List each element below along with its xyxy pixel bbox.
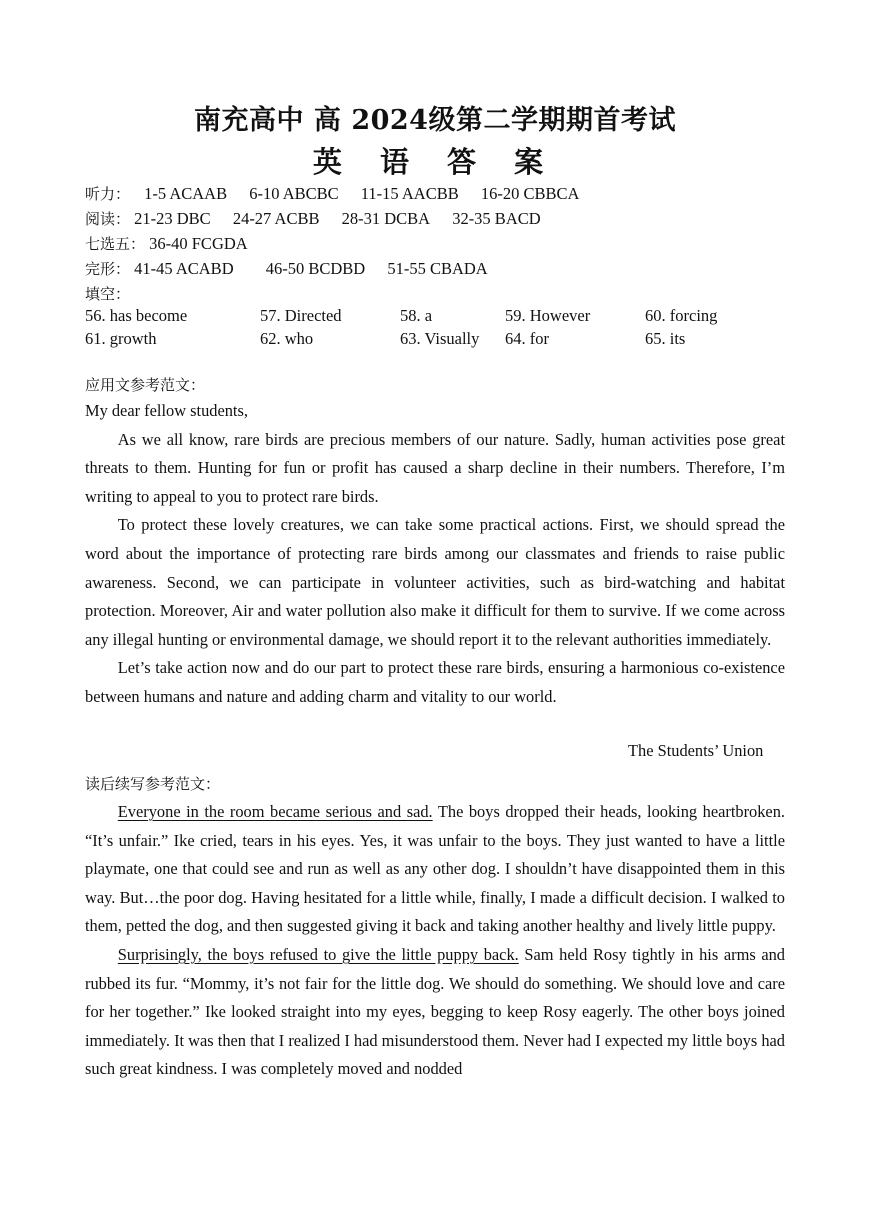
fill-blank-answer: 65. its — [645, 329, 686, 348]
seven-choose-five-answers — [85, 233, 248, 254]
fill-blank-answer: 62. who — [260, 329, 314, 348]
given-opening-sentence: Everyone in the room became serious and sad. — [117, 802, 433, 821]
fill-blank-answer: 64. for — [505, 329, 549, 348]
listening-answers — [85, 183, 579, 204]
fill-blank-answer: 56. has become — [85, 306, 188, 325]
essay-paragraph: As we all know, rare birds are precious members of our nature. Sadly, human activities pose great threats to them. Hunting for fun or profit has caused a sharp decline in their numbers. Therefore, I’m writing to appeal to you to protect rare birds. — [85, 429, 785, 506]
signature: The Students’ Union — [628, 741, 764, 760]
fill-blank-label: 填空： — [85, 285, 131, 303]
continuation-paragraph-1 — [85, 798, 785, 941]
writing-app-heading: 应用文参考范文： — [85, 376, 206, 394]
answer-group: 36-40 FCGDA — [149, 234, 248, 253]
paragraph-body: The boys dropped their heads, looking heartbroken. “It’s unfair.” Ike cried, tears in his eyes. Yes, it was unfair to the boys. They just wanted to have a little playmate, one that could see and run as well as any other dog. I shouldn’t have disappointed them in this way. But…the poor dog. Having hesitated for a little while, finally, I made a difficult decision. I walked to them, petted the dog, and then suggested giving it back and taking another healthy and lively little puppy. — [85, 802, 786, 936]
fill-blank-answer: 58. a — [400, 306, 433, 325]
answer-group: 16-20 CBBCA — [480, 184, 580, 203]
reading-label: 阅读： — [85, 210, 131, 228]
fill-blank-answer: 57. Directed — [260, 306, 342, 325]
listening-label: 听力： — [85, 185, 131, 203]
answer-group: 24-27 ACBB — [232, 209, 320, 228]
paragraph-body: Sam held Rosy tightly in his arms and rubbed its fur. “Mommy, it’s not fair for the little dog. We should do something. We should love and care for her together.” Ike looked straight into my eyes, begging to keep Rosy eagerly. The other boys joined immediately. It was then that I realized I had misunderstood them. Never had I expected my little boys had such great kindness. I was completely moved and nodded — [85, 944, 785, 1079]
answer-group: 41-45 ACABD — [134, 259, 234, 278]
answer-group: 6-10 ABCBC — [249, 184, 339, 203]
cloze-answers — [85, 258, 488, 279]
cloze-label: 完形： — [85, 260, 131, 278]
essay-paragraph: Let’s take action now and do our part to protect these rare birds, ensuring a harmonious co-existence between humans and nature and adding charm and vitality to our world. — [85, 658, 785, 706]
fill-blank-answer: 60. forcing — [645, 306, 718, 325]
answer-group: 46-50 BCDBD — [265, 259, 366, 278]
answer-group: 51-55 CBADA — [387, 259, 488, 278]
continuation-paragraph-2 — [85, 941, 785, 1084]
writing-app-essay — [85, 397, 785, 712]
continuation-essay — [85, 798, 785, 1084]
given-opening-sentence: Surprisingly, the boys refused to give the little puppy back. — [117, 944, 519, 964]
answer-subtitle: 英 语 答 案 — [312, 145, 558, 179]
answer-group: 21-23 DBC — [134, 209, 211, 228]
answer-group: 11-15 AACBB — [360, 184, 459, 203]
exam-title: 南充高中 高 2024级第二学期期首考试 — [194, 105, 676, 136]
seven-choose-five-label: 七选五： — [85, 235, 146, 253]
essay-paragraph: To protect these lovely creatures, we can take some practical actions. First, we should spread the word about the importance of protecting rare birds among our classmates and friends to raise public awareness. Second, we can participate in volunteer activities, such as bird-watching and habitat protection. Moreover, Air and water pollution also make it difficult for them to survive. If we come across any illegal hunting or environmental damage, we should report it to the relevant authorities immediately. — [85, 515, 785, 649]
salutation: My dear fellow students, — [85, 401, 248, 420]
fill-blank-answer: 61. growth — [85, 329, 157, 348]
answer-group: 28-31 DCBA — [341, 209, 431, 228]
fill-blank-answer: 63. Visually — [400, 329, 480, 348]
fill-blank-answer: 59. However — [505, 306, 591, 325]
answer-group: 32-35 BACD — [452, 209, 541, 228]
reading-answers — [85, 208, 541, 229]
continuation-heading: 读后续写参考范文： — [85, 775, 221, 793]
answer-group: 1-5 ACAAB — [144, 184, 228, 203]
